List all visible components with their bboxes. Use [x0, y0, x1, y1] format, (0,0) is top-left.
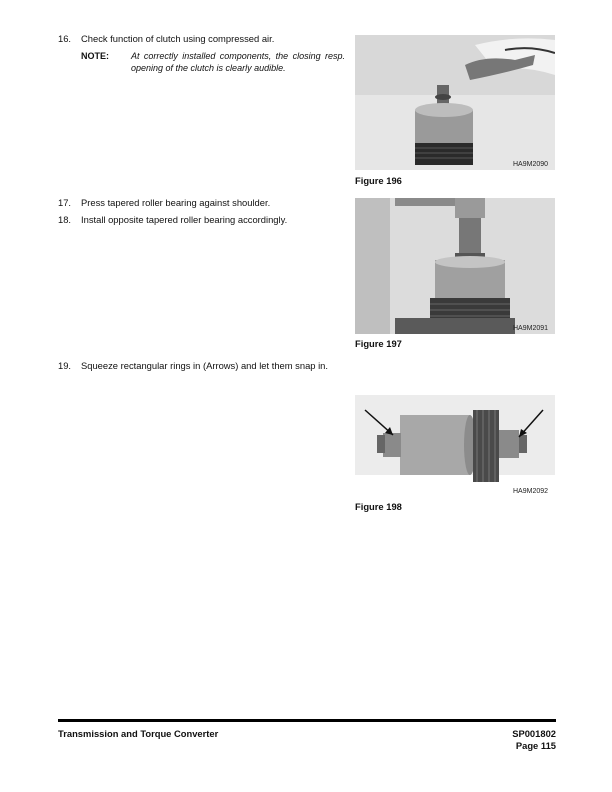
figure-197-code: HA9M2091 [513, 325, 549, 332]
footer-doc-number: SP001802 [512, 728, 556, 739]
step-text: Check function of clutch using compressed air. [81, 33, 275, 44]
note-label: NOTE: [81, 51, 109, 61]
note-block [81, 51, 345, 75]
step-text: Install opposite tapered roller bearing accordingly. [81, 214, 288, 225]
step-text: Squeeze rectangular rings in (Arrows) and let them snap in. [81, 360, 329, 371]
figure-196-caption: Figure 196 [355, 175, 402, 186]
footer-page-number: Page 115 [515, 740, 556, 751]
figure-197-caption: Figure 197 [355, 338, 402, 349]
step-16 [58, 33, 348, 45]
step-18 [58, 214, 348, 226]
step-19 [58, 360, 348, 384]
footer-right [512, 728, 556, 752]
note-text: At correctly installed components, the closing resp. opening of the clutch is clearly audible. [131, 51, 345, 73]
step-17 [58, 197, 348, 209]
footer-rule [58, 719, 556, 722]
figure-198-caption: Figure 198 [355, 501, 402, 512]
figure-198-code: HA9M2092 [513, 488, 549, 495]
step-number: 18. [58, 214, 72, 225]
step-number: 17. [58, 197, 72, 208]
figure-196-code: HA9M2090 [513, 161, 549, 168]
figure-197-photo [355, 198, 555, 334]
step-text: Press tapered roller bearing against shoulder. [81, 197, 271, 208]
figure-198-photo [355, 375, 555, 497]
step-number: 19. [58, 360, 72, 371]
footer-title: Transmission and Torque Converter [58, 728, 219, 739]
step-number: 16. [58, 33, 72, 44]
figure-196-photo [355, 35, 555, 170]
